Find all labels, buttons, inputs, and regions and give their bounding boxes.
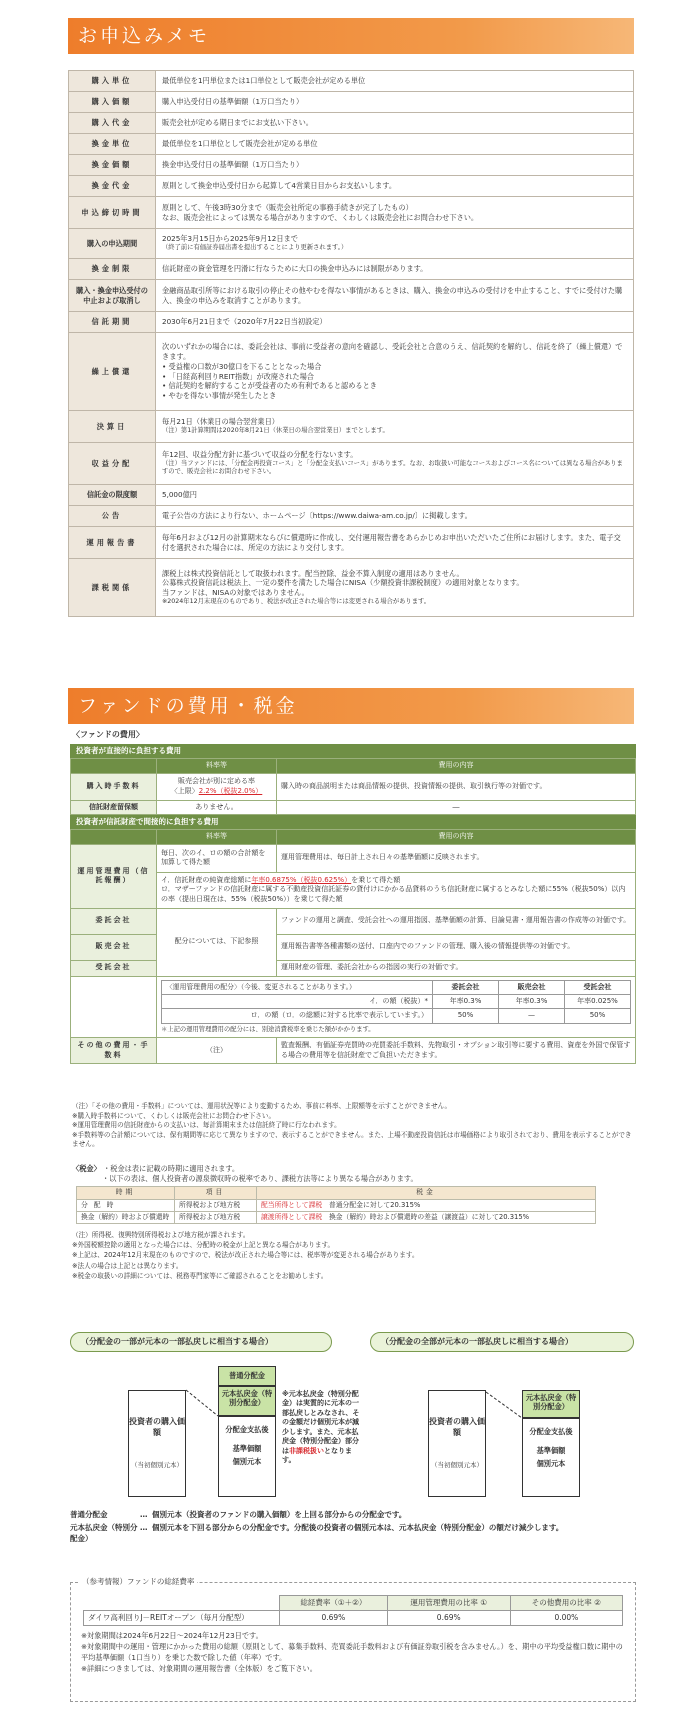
tax-cell <box>257 1199 596 1211</box>
after-dist-label: 分配金支払後 <box>225 1425 269 1434</box>
memo-key: 購入・換金申込受付の中止および取消し <box>69 280 156 312</box>
note-text: ※元本払戻金（特別分配金）は実質的に元本の一部払戻しとみなされ、その金額だけ個別元本が減少します。また、元本払戻金（特別分配金）部分は <box>282 1390 360 1455</box>
memo-key: 信託期間 <box>69 312 156 333</box>
itaku-content: ファンドの運用と調査、受託会社への運用指図、基準価額の計算、目論見書・運用報告書の作成等の対価です。 <box>277 908 636 934</box>
def-key: 普通分配金 <box>70 1510 108 1519</box>
ref-value: 0.00% <box>510 1611 622 1626</box>
after-dist-box <box>218 1416 276 1497</box>
jutaku-content: 運用財産の管理、委託会社からの指図の実行の対価です。 <box>277 960 636 976</box>
memo-row <box>69 411 634 443</box>
memo-key: 購入の申込期間 <box>69 229 156 259</box>
alloc-head: 〈運用管理費用の配分〉（今後、変更されることがあります。） <box>162 980 433 994</box>
memo-line: 年12回、収益分配方針に基づいて収益の分配を行ないます。 <box>162 450 358 460</box>
memo-value <box>156 443 634 485</box>
after-dist-label: 分配金支払後 <box>529 1427 573 1436</box>
memo-value <box>156 411 634 443</box>
alloc-col: 販売会社 <box>499 980 565 994</box>
memo-row <box>69 506 634 527</box>
note-line: ※法人の場合は上記とは異なります。 <box>72 1261 183 1270</box>
alloc-value: 年率0.025% <box>565 995 631 1009</box>
memo-row <box>69 176 634 197</box>
alloc-row-label: ロ．の額（ロ．の総額に対する比率で表示しています。） <box>162 1009 433 1023</box>
memo-row <box>69 485 634 506</box>
note-line: ※上記は、2024年12月末現在のものですので、税法が改正された場合等には、税率等が変更される場合があります。 <box>72 1251 419 1260</box>
investor-price-box-right <box>428 1390 486 1497</box>
alloc-col: 委託会社 <box>433 980 499 994</box>
memo-value: 信託財産の資金管理を円滑に行なうために大口の換金申込みには制限があります。 <box>156 259 634 280</box>
col-content: 費用の内容 <box>277 830 636 844</box>
memo-key: 購入代金 <box>69 113 156 134</box>
tax-intro <box>72 1164 632 1174</box>
memo-value: 換金申込受付日の基準価額（1万口当たり） <box>156 155 634 176</box>
ref-col: その他費用の比率 ② <box>510 1596 622 1611</box>
alloc-value: 年率0.3% <box>433 995 499 1009</box>
mgmt-ro: ロ．マザーファンドの信託財産に属する不動産投資信託証券の貸付けにかかる品貸料のうち信託財産に属するとみなした額に55%（税抜50%）以内の率（提出日現在は、55%（税抜50%））を乗じて得た額 <box>161 885 626 903</box>
alloc-row-label: イ．の額（税抜）* <box>162 995 433 1009</box>
memo-row <box>69 134 634 155</box>
buy-fee-rate <box>157 773 277 800</box>
def-value: 個別元本（投資者のファンドの購入価額）を上回る部分からの分配金です。 <box>152 1510 407 1519</box>
rate-line: 販売会社が別に定める率 <box>178 777 255 786</box>
hanbai-label: 販売会社 <box>71 934 157 960</box>
memo-bullet: • 信託契約を解約することが受益者のため有利であると認めるとき <box>162 381 377 391</box>
note-line: ※購入時手数料について、くわしくは販売会社にお問合わせ下さい。 <box>72 1111 276 1120</box>
memo-key: 決算日 <box>69 411 156 443</box>
mgmt-fee-label: 運用管理費用（信託報酬） <box>71 844 157 908</box>
investor-price-label: 投資者の購入価額 <box>129 1417 185 1437</box>
memo-row <box>69 280 634 312</box>
jutaku-label: 受託会社 <box>71 960 157 976</box>
base-price-label: 基準価額 <box>232 1444 262 1453</box>
memo-value <box>156 559 634 617</box>
ref-col: 運用管理費用の比率 ① <box>387 1596 510 1611</box>
reference-title: （参考情報）ファンドの総経費率 <box>79 1577 197 1587</box>
retain-rate: ありません。 <box>157 800 277 814</box>
retain-label: 信託財産留保額 <box>71 800 157 814</box>
alloc-table <box>161 980 631 1024</box>
memo-value <box>156 333 634 411</box>
note-line: ※税金の取扱いの詳細については、税務専門家等にご確認されることをお勧めします。 <box>72 1271 328 1280</box>
memo-value: 毎年6月および12月の計算期末ならびに償還時に作成し、交付運用報告書をあらかじめお申出いただいたご住所にお届けします。また、電子交付を選択された場合には、所定の方法により交付します。 <box>156 527 634 559</box>
memo-line: 原則として、午後3時30分まで（販売会社所定の事務手続きが完了したもの） <box>162 202 413 212</box>
memo-value: 金融商品取引所等における取引の停止その他やむを得ない事情があるときは、購入、換金の申込みの受付けを中止すること、すでに受付けた購入、換金の申込みを取消すことがあります。 <box>156 280 634 312</box>
memo-line: なお、販売会社によっては異なる場合がありますので、くわしくは販売会社にお問合わせ下さい。 <box>162 212 479 222</box>
tax-cell: 所得税および地方税 <box>175 1199 257 1211</box>
memo-row <box>69 559 634 617</box>
def-dots: … <box>140 1522 148 1532</box>
retain-content: ― <box>277 800 636 814</box>
principal-paren: （当初個別元本） <box>131 1460 183 1469</box>
memo-line: 課税上は株式投資信託として取扱われます。配当控除、益金不算入制度の適用はありません。 <box>162 568 464 578</box>
fee-block <box>70 744 636 1064</box>
alloc-value: — <box>499 1009 565 1023</box>
tax-kind: 譲渡所得として課税 <box>261 1212 323 1221</box>
after-dist-box-right <box>522 1418 580 1497</box>
note-line: ※詳細につきましては、対象期間の運用報告書（全体版）をご覧下さい。 <box>81 1663 317 1673</box>
principal-label: 個別元本 <box>232 1457 262 1466</box>
dist-title-right: （分配金の全部が元本の一部払戻しに相当する場合） <box>370 1332 634 1352</box>
fee-notes <box>72 1102 632 1150</box>
mgmt-fee-rate: 毎日、次のイ、ロの額の合計額を加算して得た額 <box>157 844 277 872</box>
memo-line: 毎月21日（休業日の場合翌営業日） <box>162 417 279 427</box>
alloc-note: ＊上記の運用管理費用の配分には、別途消費税率を乗じた額がかかります。 <box>161 1025 375 1033</box>
other-fee-content: 監査報酬、有価証券売買時の売買委託手数料、先物取引・オプション取引等に要する費用、資産を外国で保管する場合の費用等を信託財産でご負担いただきます。 <box>277 1038 636 1064</box>
memo-value: 2030年6月21日まで（2020年7月22日当初設定） <box>156 312 634 333</box>
direct-cost-table <box>70 758 636 815</box>
dist-definitions <box>70 1510 636 1545</box>
note-line: ※外国税額控除の適用となった場合には、分配時の税金が上記と異なる場合があります。 <box>72 1241 335 1250</box>
dashed-connector <box>186 1386 220 1420</box>
itaku-label: 委託会社 <box>71 908 157 934</box>
tax-notes <box>72 1230 632 1281</box>
memo-table <box>68 70 634 617</box>
ref-value: 0.69% <box>280 1611 388 1626</box>
tax-kind: 配当所得として課税 <box>261 1200 323 1209</box>
note-line: ※運用管理費用の信託財産からの支払いは、毎計算期末または信託終了時に行なわれます。 <box>72 1121 341 1130</box>
memo-row <box>69 259 634 280</box>
return-principal-box: 元本払戻金（特別分配金） <box>218 1386 276 1416</box>
note-line: （注）所得税、復興特別所得税および地方税が課されます。 <box>72 1230 250 1239</box>
tax-cell <box>257 1211 596 1223</box>
mgmt-i-text: を乗じて得た額 <box>351 875 401 884</box>
hanbai-content: 運用報告書等各種書類の送付、口座内でのファンドの管理、購入後の情報提供等の対価です。 <box>277 934 636 960</box>
return-note <box>282 1390 360 1466</box>
alloc-value: 50% <box>565 1009 631 1023</box>
memo-key: 公告 <box>69 506 156 527</box>
alloc-rate: 配分については、下記参照 <box>157 908 277 976</box>
memo-row <box>69 229 634 259</box>
reference-notes <box>71 1626 635 1674</box>
memo-line: （注）第1計算期間は2020年8月21日（休業日の場合翌営業日）までとします。 <box>162 427 389 435</box>
ordinary-dist-box: 普通分配金 <box>218 1366 276 1386</box>
fee-heading: 〈ファンドの費用〉 <box>72 730 144 739</box>
memo-key: 申込締切時間 <box>69 197 156 229</box>
direct-cost-bar: 投資者が直接的に負担する費用 <box>70 744 636 758</box>
col-rate: 料率等 <box>157 830 277 844</box>
reference-info <box>70 1577 636 1702</box>
memo-key: 信託金の限度額 <box>69 485 156 506</box>
base-price-label: 基準価額 <box>536 1446 566 1455</box>
memo-key: 運用報告書 <box>69 527 156 559</box>
def-row <box>70 1510 636 1521</box>
alloc-value: 50% <box>433 1009 499 1023</box>
alloc-col: 受託会社 <box>565 980 631 994</box>
memo-key: 換金価額 <box>69 155 156 176</box>
def-dots: … <box>140 1510 148 1519</box>
ref-value: 0.69% <box>387 1611 510 1626</box>
other-fee-rate: （注） <box>157 1038 277 1064</box>
memo-key: 収益分配 <box>69 443 156 485</box>
investor-price-box <box>128 1390 186 1497</box>
memo-key: 換金単位 <box>69 134 156 155</box>
mgmt-i-text: イ．信託財産の純資産総額に <box>161 875 252 884</box>
dashed-connector <box>486 1390 524 1422</box>
col-content: 費用の内容 <box>277 759 636 773</box>
rate-cap: 〈上限〉 <box>170 786 199 795</box>
memo-line: 次のいずれかの場合には、委託会社は、事前に受益者の意向を確認し、受託会社と合意のうえ、信託契約を解約し、信託を終了（繰上償還）できます。 <box>162 342 623 362</box>
def-row <box>70 1523 636 1545</box>
memo-row <box>69 312 634 333</box>
dist-title-left: （分配金の一部が元本の一部払戻しに相当する場合） <box>70 1332 332 1352</box>
buy-fee-content: 購入時の商品説明または商品情報の提供、投資情報の提供、取引執行等の対価です。 <box>277 773 636 800</box>
memo-line: （終了前に有価証券届出書を提出することにより更新されます。） <box>162 244 348 252</box>
investor-price-label: 投資者の購入価額 <box>429 1417 485 1437</box>
note-text: となります。 <box>282 1446 352 1465</box>
def-key: 元本払戻金（特別分配金） <box>70 1522 138 1543</box>
memo-line: （注）当ファンドには、「分配金再投資コース」と「分配金支払いコース」があります。なお、お取扱い可能なコースおよびコース名については異なる場合がありますので、販売会社にお問合わせ下さい。 <box>162 459 623 476</box>
note-line: ※対象期間は2024年6月22日～2024年12月23日です。 <box>81 1631 263 1641</box>
alloc-block <box>157 976 636 1038</box>
other-fee-label: その他の費用・手数料 <box>71 1038 157 1064</box>
indirect-cost-bar: 投資者が信託財産で間接的に負担する費用 <box>70 815 636 829</box>
principal-label: 個別元本 <box>536 1459 566 1468</box>
mgmt-i-rate: 年率0.6875%（税抜0.625%） <box>251 875 352 884</box>
tax-line: ・以下の表は、個人投資者の源泉徴収時の税率であり、課税方法等により異なる場合があります。 <box>102 1173 418 1183</box>
memo-line: 2025年3月15日から2025年9月12日まで <box>162 234 298 244</box>
def-value: 個別元本を下回る部分からの分配金です。分配後の投資者の個別元本は、元本払戻金（特別分配金）の額だけ減少します。 <box>152 1522 564 1532</box>
note-line: （注）「その他の費用・手数料」については、運用状況等により変動するため、事前に料率、上限額等を示すことができません。 <box>72 1102 452 1110</box>
memo-line: ※2024年12月末現在のものであり、税法が改正された場合等には変更される場合があります。 <box>162 597 431 605</box>
memo-value: 販売会社が定める期日までにお支払い下さい。 <box>156 113 634 134</box>
indirect-cost-table <box>70 829 636 1064</box>
memo-row <box>69 155 634 176</box>
tax-free-text: 非課税扱い <box>289 1446 324 1455</box>
rate-line <box>161 787 272 796</box>
blank-header <box>71 830 157 844</box>
buy-fee-label: 購入時手数料 <box>71 773 157 800</box>
memo-key: 購入価額 <box>69 92 156 113</box>
blank-header <box>71 759 157 773</box>
blank-cell <box>71 976 157 1038</box>
tax-rate: 普通分配金に対して20.315% <box>328 1200 421 1209</box>
memo-row <box>69 333 634 411</box>
rate-cap-value: 2.2%（税抜2.0%） <box>198 786 263 795</box>
tax-rate: 換金（解約）時および償還時の差益（譲渡益）に対して20.315% <box>328 1212 530 1221</box>
col-rate: 料率等 <box>157 759 277 773</box>
memo-key: 換金代金 <box>69 176 156 197</box>
tax-col: 時期 <box>77 1187 175 1199</box>
memo-banner: お申込みメモ <box>68 18 634 54</box>
fee-banner: ファンドの費用・税金 <box>68 688 634 724</box>
tax-col: 税金 <box>257 1187 596 1199</box>
memo-row <box>69 443 634 485</box>
memo-line: 公募株式投資信託は税法上、一定の要件を満たした場合にNISA（少額投資非課税制度）の適用対象となります。 <box>162 578 524 588</box>
tax-col: 項目 <box>175 1187 257 1199</box>
memo-bullet: • 「日経高利回りREIT指数」が改廃された場合 <box>162 371 314 381</box>
tax-block <box>72 1164 632 1281</box>
memo-key: 購入単位 <box>69 71 156 92</box>
tax-cell: 分配時 <box>77 1199 175 1211</box>
memo-bullet: • 受益権の口数が30億口を下ることとなった場合 <box>162 361 322 371</box>
mgmt-fee-detail <box>157 872 636 908</box>
mgmt-fee-content: 運用管理費用は、毎日計上され日々の基準価額に反映されます。 <box>277 844 636 872</box>
memo-row <box>69 71 634 92</box>
tax-cell: 所得税および地方税 <box>175 1211 257 1223</box>
memo-key: 換金制限 <box>69 259 156 280</box>
tax-line: ・税金は表に記載の時期に適用されます。 <box>103 1164 240 1173</box>
memo-value: 購入申込受付日の基準価額（1万口当たり） <box>156 92 634 113</box>
memo-value <box>156 229 634 259</box>
note-line: ※手数料等の合計額については、保有期間等に応じて異なりますので、表示することができません。また、上場不動産投資信託は市場価格により取引されており、費用を表示することができません。 <box>72 1130 632 1149</box>
memo-value: 最低単位を1口単位として販売会社が定める単位 <box>156 134 634 155</box>
memo-row <box>69 527 634 559</box>
memo-row <box>69 92 634 113</box>
memo-key: 繰上償還 <box>69 333 156 411</box>
expense-ratio-table <box>83 1595 623 1626</box>
memo-row <box>69 113 634 134</box>
tax-table <box>76 1186 596 1224</box>
blank-header <box>84 1596 280 1611</box>
memo-value: 原則として換金申込受付日から起算して4営業日目からお支払いします。 <box>156 176 634 197</box>
memo-value <box>156 197 634 229</box>
alloc-value: 年率0.3% <box>499 995 565 1009</box>
memo-key: 課税関係 <box>69 559 156 617</box>
fund-name: ダイワ高利回りJ－REITオープン（毎月分配型） <box>84 1611 280 1626</box>
memo-value: 5,000億円 <box>156 485 634 506</box>
principal-paren: （当初個別元本） <box>431 1460 483 1469</box>
memo-row <box>69 197 634 229</box>
memo-line: 当ファンドは、NISAの対象ではありません。 <box>162 588 309 598</box>
ref-col: 総経費率（①＋②） <box>280 1596 388 1611</box>
return-principal-box-right: 元本払戻金（特別分配金） <box>522 1390 580 1418</box>
memo-value: 電子公告の方法により行ない、ホームページ〔https://www.daiwa-am.co.jp/〕に掲載します。 <box>156 506 634 527</box>
tax-cell: 換金（解約）時および償還時 <box>77 1211 175 1223</box>
memo-value: 最低単位を1円単位または1口単位として販売会社が定める単位 <box>156 71 634 92</box>
mgmt-i <box>161 876 631 885</box>
tax-heading: 〈税金〉 <box>72 1164 101 1173</box>
memo-bullet: • やむを得ない事情が発生したとき <box>162 390 277 400</box>
note-line: ※対象期間中の運用・管理にかかった費用の総額（原則として、募集手数料、売買委託手数料および有価証券取引税を含みません。）を、期中の平均受益権口数に期中の平均基準価額（1口当り）を乗じた数で除した値（年率）です。 <box>81 1642 623 1662</box>
